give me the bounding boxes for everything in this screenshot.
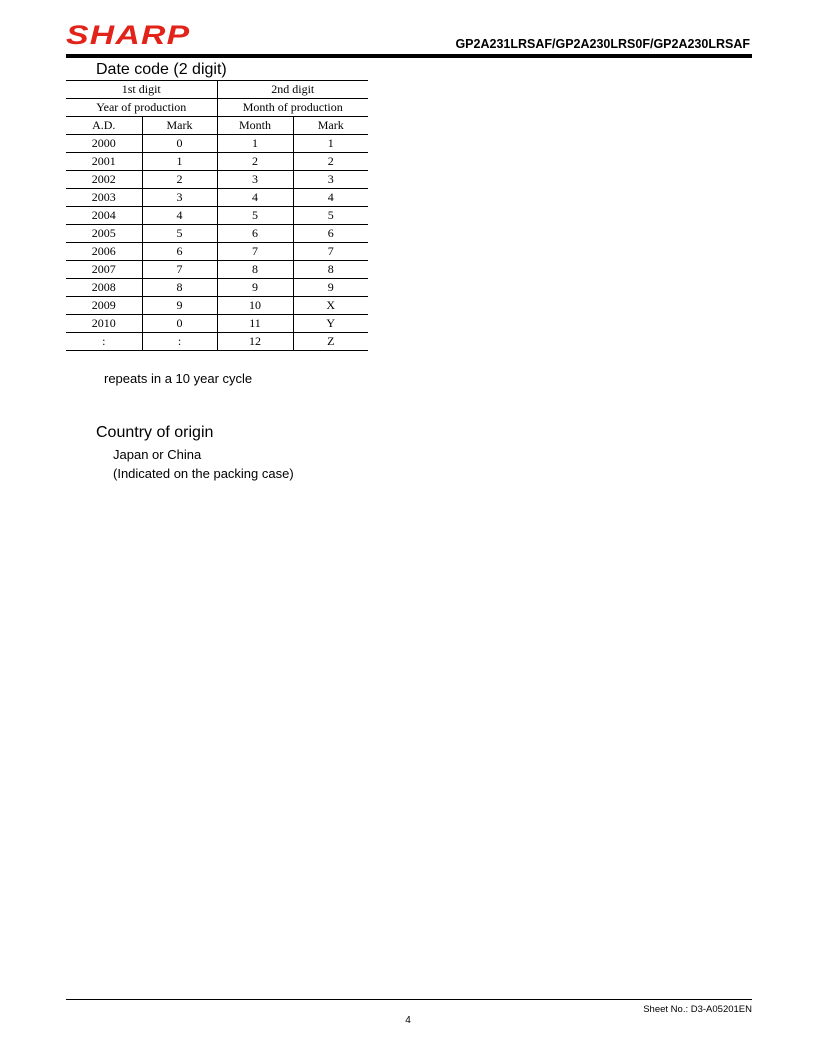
table-row	[66, 135, 368, 153]
month-mark-cell: 2	[293, 153, 368, 171]
year-ad-cell: 2007	[66, 261, 142, 279]
month-mark-cell: 5	[293, 207, 368, 225]
year-ad-cell: :	[66, 333, 142, 351]
date-code-heading: Date code (2 digit)	[96, 61, 227, 78]
year-ad-cell: 2005	[66, 225, 142, 243]
month-mark-cell: 3	[293, 171, 368, 189]
country-of-origin-heading: Country of origin	[96, 424, 214, 441]
year-mark-cell: 2	[142, 171, 217, 189]
table-row	[66, 207, 368, 225]
month-mark-cell: 8	[293, 261, 368, 279]
year-ad-cell: 2004	[66, 207, 142, 225]
year-mark-cell: 3	[142, 189, 217, 207]
month-cell: 10	[217, 297, 293, 315]
table-row	[66, 153, 368, 171]
year-mark-cell: 0	[142, 315, 217, 333]
month-cell: 3	[217, 171, 293, 189]
year-ad-cell: 2008	[66, 279, 142, 297]
year-mark-cell: 6	[142, 243, 217, 261]
month-cell: 11	[217, 315, 293, 333]
year-ad-cell: 2003	[66, 189, 142, 207]
column-header-year-mark: Mark	[142, 117, 217, 135]
month-cell: 6	[217, 225, 293, 243]
month-mark-cell: 1	[293, 135, 368, 153]
month-mark-cell: Y	[293, 315, 368, 333]
cycle-note: repeats in a 10 year cycle	[104, 371, 253, 386]
month-mark-cell: X	[293, 297, 368, 315]
year-mark-cell: :	[142, 333, 217, 351]
year-mark-cell: 4	[142, 207, 217, 225]
year-mark-cell: 1	[142, 153, 217, 171]
month-cell: 8	[217, 261, 293, 279]
group-header-1st-digit: 1st digit	[66, 81, 217, 99]
footer-rule	[66, 999, 752, 1000]
month-mark-cell: Z	[293, 333, 368, 351]
month-mark-cell: 9	[293, 279, 368, 297]
column-header-month-mark: Mark	[293, 117, 368, 135]
date-code-table	[66, 80, 368, 351]
month-mark-cell: 6	[293, 225, 368, 243]
table-row	[66, 171, 368, 189]
sheet-number: Sheet No.: D3-A05201EN	[643, 1004, 752, 1015]
month-mark-cell: 4	[293, 189, 368, 207]
year-mark-cell: 7	[142, 261, 217, 279]
column-header-row	[66, 117, 368, 135]
month-cell: 9	[217, 279, 293, 297]
origin-packing-note: (Indicated on the packing case)	[113, 466, 294, 481]
month-cell: 12	[217, 333, 293, 351]
month-cell: 2	[217, 153, 293, 171]
year-ad-cell: 2006	[66, 243, 142, 261]
year-mark-cell: 5	[142, 225, 217, 243]
year-mark-cell: 8	[142, 279, 217, 297]
month-cell: 7	[217, 243, 293, 261]
year-mark-cell: 0	[142, 135, 217, 153]
table-row	[66, 243, 368, 261]
group-header-2nd-digit: 2nd digit	[217, 81, 368, 99]
group-header-row	[66, 81, 368, 99]
document-title: GP2A231LRSAF/GP2A230LRS0F/GP2A230LRSAF	[455, 37, 750, 51]
table-row	[66, 333, 368, 351]
month-cell: 4	[217, 189, 293, 207]
sub-header-month: Month of production	[217, 99, 368, 117]
month-cell: 5	[217, 207, 293, 225]
year-ad-cell: 2001	[66, 153, 142, 171]
year-ad-cell: 2010	[66, 315, 142, 333]
month-mark-cell: 7	[293, 243, 368, 261]
table-row	[66, 261, 368, 279]
table-row	[66, 315, 368, 333]
sub-header-row	[66, 99, 368, 117]
month-cell: 1	[217, 135, 293, 153]
table-row	[66, 225, 368, 243]
column-header-month: Month	[217, 117, 293, 135]
sub-header-year: Year of production	[66, 99, 217, 117]
header-rule	[66, 54, 752, 58]
table-row	[66, 189, 368, 207]
year-ad-cell: 2002	[66, 171, 142, 189]
origin-line: Japan or China	[113, 447, 202, 462]
year-mark-cell: 9	[142, 297, 217, 315]
table-row	[66, 297, 368, 315]
column-header-ad: A.D.	[66, 117, 142, 135]
table-row	[66, 279, 368, 297]
page-number: 4	[405, 1015, 411, 1026]
year-ad-cell: 2000	[66, 135, 142, 153]
year-ad-cell: 2009	[66, 297, 142, 315]
sharp-logo: SHARP	[66, 20, 191, 50]
